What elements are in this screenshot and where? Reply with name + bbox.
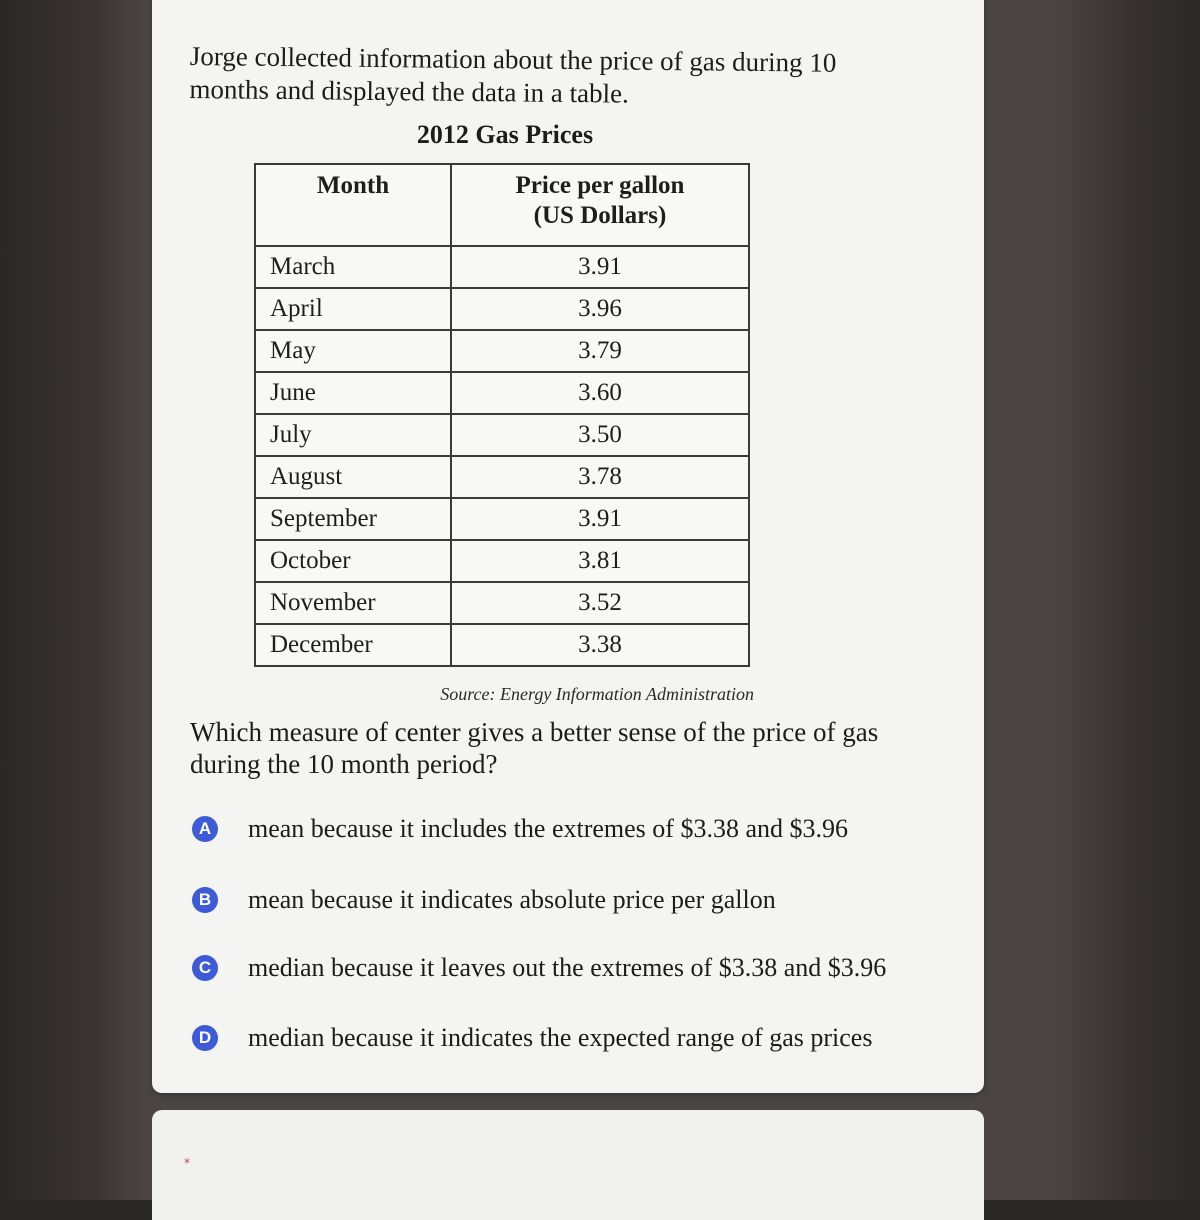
month-cell: October (255, 540, 451, 582)
choice-b-bubble[interactable]: B (192, 887, 218, 913)
choice-a-text[interactable]: mean because it includes the extremes of $3.38 and $3.96 (248, 814, 848, 843)
price-column-header (451, 164, 749, 246)
choice-c-text[interactable]: median because it leaves out the extremes of $3.38 and $3.96 (248, 953, 887, 982)
table-row (255, 288, 749, 330)
price-cell: 3.78 (451, 456, 749, 498)
table-source (394, 684, 754, 705)
table-row (255, 624, 749, 666)
table-row (255, 582, 749, 624)
price-header-line1: Price per gallon (515, 172, 685, 199)
price-cell: 3.52 (451, 582, 749, 624)
month-column-header: Month (255, 164, 451, 246)
table-row (255, 372, 749, 414)
table-row (255, 456, 749, 498)
price-cell: 3.81 (451, 540, 749, 582)
choice-a-bubble[interactable]: A (192, 816, 218, 842)
table-row (255, 330, 749, 372)
price-cell: 3.50 (451, 414, 749, 456)
month-cell: May (255, 330, 451, 372)
source-label: Source: (440, 684, 496, 704)
table-row (255, 246, 749, 288)
choice-d-text[interactable]: median because it indicates the expected range of gas prices (248, 1023, 873, 1052)
price-cell: 3.60 (451, 372, 749, 414)
choice-d[interactable] (192, 1021, 972, 1055)
price-header-line2: (US Dollars) (533, 202, 667, 229)
table-row (255, 414, 749, 456)
question-prompt: Which measure of center gives a better sense of the price of gas during the 10 month period? (190, 717, 879, 779)
choice-b[interactable] (192, 883, 972, 917)
source-value: Energy Information Administration (500, 684, 754, 704)
price-cell: 3.38 (451, 624, 749, 666)
gas-prices-table (254, 163, 750, 667)
choice-d-bubble[interactable]: D (192, 1025, 218, 1051)
table-header-row (255, 164, 749, 246)
choice-c[interactable] (192, 951, 972, 985)
month-cell: December (255, 624, 451, 666)
price-cell: 3.96 (451, 288, 749, 330)
month-cell: April (255, 288, 451, 330)
month-cell: March (255, 246, 451, 288)
month-cell: November (255, 582, 451, 624)
choice-b-text[interactable]: mean because it indicates absolute price per gallon (248, 885, 776, 914)
choice-c-bubble[interactable]: C (192, 955, 218, 981)
price-cell: 3.79 (451, 330, 749, 372)
month-cell: September (255, 498, 451, 540)
table-row (255, 540, 749, 582)
choice-a[interactable] (192, 812, 972, 846)
price-cell: 3.91 (451, 498, 749, 540)
month-cell: August (255, 456, 451, 498)
table-title: 2012 Gas Prices (416, 120, 594, 149)
question-card (152, 0, 984, 1093)
required-marker: * (184, 1156, 190, 1170)
next-question-card (152, 1110, 984, 1220)
table-row (255, 498, 749, 540)
question-intro: Jorge collected information about the price of gas during 10 months and displayed the data in a table. (189, 40, 837, 109)
price-cell: 3.91 (451, 246, 749, 288)
month-cell: June (255, 372, 451, 414)
month-cell: July (255, 414, 451, 456)
